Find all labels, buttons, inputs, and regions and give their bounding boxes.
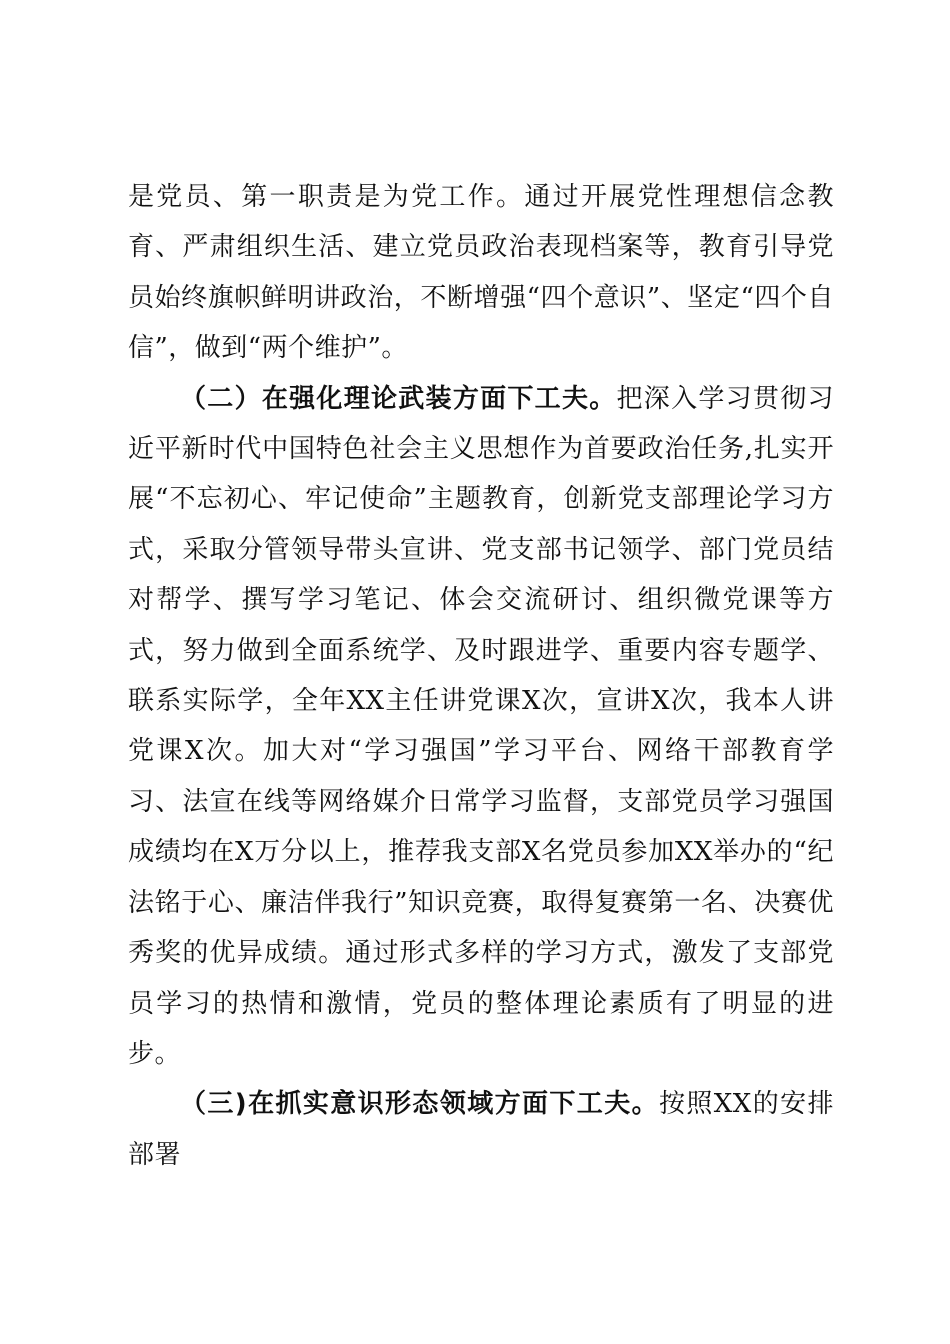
section-heading-2: （二）在强化理论武装方面下工夫。 — [180, 383, 617, 414]
section-heading-3: （三)在抓实意识形态领域方面下工夫。 — [180, 1089, 659, 1120]
document-body — [128, 172, 834, 1180]
paragraph-ideology — [128, 1079, 834, 1180]
paragraph-text: 是党员、第一职责是为党工作。通过开展党性理想信念教育、严肃组织生活、建立党员政治表现档案等，教育引导党员始终旗帜鲜明讲政治，不断增强“四个意识”、坚定“四个自信”，做到“两个维护”。 — [128, 182, 834, 364]
paragraph-theory-study — [128, 374, 834, 1080]
paragraph-text: 按照XX的安排部署 — [128, 1089, 834, 1170]
paragraph-continuation — [128, 172, 834, 374]
paragraph-text: 把深入学习贯彻习近平新时代中国特色社会主义思想作为首要政治任务,扎实开展“不忘初心、牢记使命”主题教育，创新党支部理论学习方式，采取分管领导带头宣讲、党支部书记领学、部门党员结对帮学、撰写学习笔记、体会交流研讨、组织微党课等方式，努力做到全面系统学、及时跟进学、重要内容专题学、联系实际学，全年XX主任讲党课X次，宣讲X次，我本人讲党课X次。加大对“学习强国”学习平台、网络干部教育学习、法宣在线等网络媒介日常学习监督，支部党员学习强国成绩均在X万分以上，推荐我支部X名党员参加XX举办的“纪法铭于心、廉洁伴我行”知识竞赛，取得复赛第一名、决赛优秀奖的优异成绩。通过形式多样的学习方式，激发了支部党员学习的热情和激情，党员的整体理论素质有了明显的进步。 — [128, 383, 834, 1069]
